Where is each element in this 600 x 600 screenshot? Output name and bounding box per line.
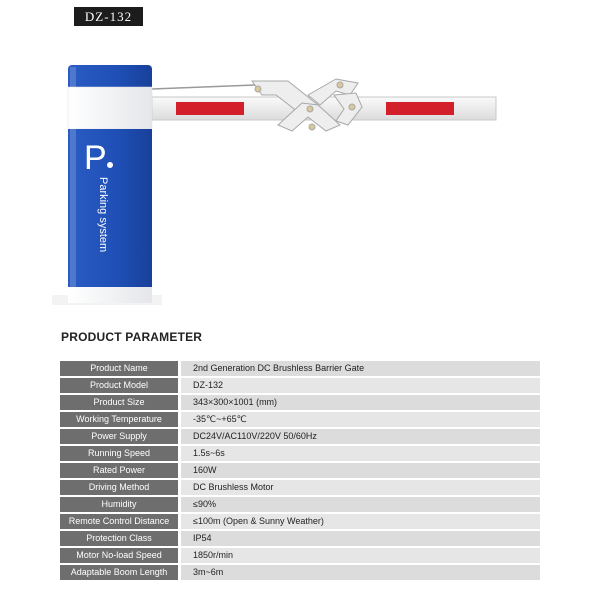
parameter-row	[60, 463, 540, 478]
parameter-value: ≤90%	[181, 497, 540, 512]
parameter-name: Product Model	[60, 378, 178, 393]
parameter-name: Driving Method	[60, 480, 178, 495]
boom-stripe-left	[176, 102, 244, 115]
parameter-value: 2nd Generation DC Brushless Barrier Gate	[181, 361, 540, 376]
parameter-name: Rated Power	[60, 463, 178, 478]
brand-text: Parking system	[97, 177, 109, 253]
parameter-value: 1850r/min	[181, 548, 540, 563]
parameter-name: Product Size	[60, 395, 178, 410]
parameter-value: 343×300×1001 (mm)	[181, 395, 540, 410]
parameter-value: DC24V/AC110V/220V 50/60Hz	[181, 429, 540, 444]
parameter-value: DC Brushless Motor	[181, 480, 540, 495]
barrier-cabinet	[52, 65, 162, 305]
boom-stripe-right	[386, 102, 454, 115]
parameter-row	[60, 497, 540, 512]
parameter-value: IP54	[181, 531, 540, 546]
section-title: PRODUCT PARAMETER	[61, 330, 203, 344]
parameter-row	[60, 514, 540, 529]
parameter-name: Working Temperature	[60, 412, 178, 427]
parameter-value: DZ-132	[181, 378, 540, 393]
parameter-row	[60, 548, 540, 563]
parameter-row	[60, 446, 540, 461]
parameter-name: Humidity	[60, 497, 178, 512]
brand-letter: P	[84, 139, 107, 177]
parameter-row	[60, 565, 540, 580]
parameter-name: Product Name	[60, 361, 178, 376]
parameter-row	[60, 531, 540, 546]
parameter-table	[60, 359, 540, 582]
parameter-value: 160W	[181, 463, 540, 478]
model-badge: DZ-132	[74, 7, 143, 26]
parameter-row	[60, 480, 540, 495]
parameter-name: Adaptable Boom Length	[60, 565, 178, 580]
parameter-name: Running Speed	[60, 446, 178, 461]
parameter-value: -35℃~+65℃	[181, 412, 540, 427]
parameter-name: Motor No-load Speed	[60, 548, 178, 563]
parameter-row	[60, 378, 540, 393]
parameter-row	[60, 412, 540, 427]
parameter-row	[60, 395, 540, 410]
parameter-name: Protection Class	[60, 531, 178, 546]
parameter-name: Power Supply	[60, 429, 178, 444]
parameter-row	[60, 429, 540, 444]
parameter-value: 1.5s~6s	[181, 446, 540, 461]
barrier-gate-illustration	[40, 55, 510, 315]
parameter-value: ≤100m (Open & Sunny Weather)	[181, 514, 540, 529]
parameter-row	[60, 361, 540, 376]
parameter-name: Remote Control Distance	[60, 514, 178, 529]
parameter-value: 3m~6m	[181, 565, 540, 580]
